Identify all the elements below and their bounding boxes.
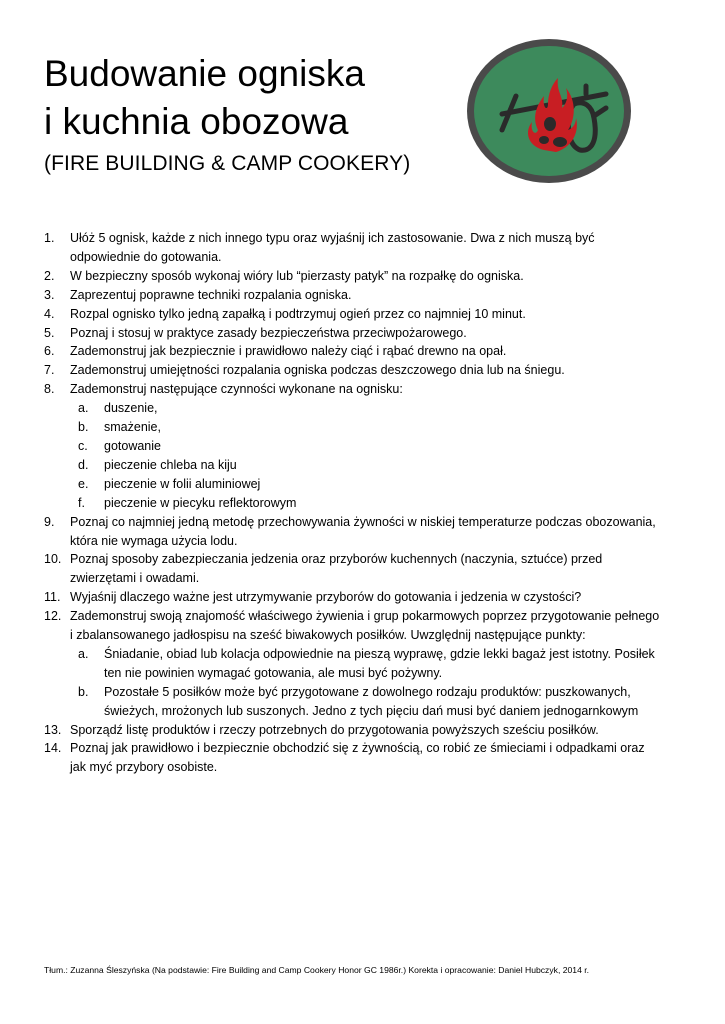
requirement-item	[0, 324, 725, 343]
sub-requirement-item	[70, 437, 661, 456]
requirement-text: Zademonstruj swoją znajomość właściwego żywienia i grup pokarmowych poprzez przygotowanie pełnego i zbalansowanego jadłospisu na sześć biwakowych posiłków. Uwzględnij następujące punkty:	[70, 609, 660, 643]
requirement-item	[0, 607, 725, 720]
sub-requirement-text: smażenie,	[104, 420, 161, 435]
requirement-text: Ułóż 5 ognisk, każde z nich innego typu oraz wyjaśnij ich zastosowanie. Dwa z nich muszą być odpowiednie do gotowania.	[70, 231, 595, 264]
sub-requirement-text: pieczenie chleba na kiju	[104, 457, 237, 472]
sub-requirement-item	[70, 645, 661, 683]
sub-requirement-letter: d.	[78, 457, 89, 472]
sub-requirement-text: Śniadanie, obiad lub kolacja odpowiednie na pieszą wyprawę, gdzie lekki bagaż jest istotny. Posiłek ten nie powinien wymagać gotowania, ale musi być pożywny.	[104, 646, 655, 680]
sub-requirement-letter: b.	[78, 420, 89, 435]
sub-requirement-letter: b.	[78, 684, 89, 699]
requirement-item	[0, 305, 725, 324]
sub-requirement-text: Pozostałe 5 posiłków może być przygotowane z dowolnego rodzaju produktów: puszkowanych, świeżych, mrożonych lub suszonych. Jedno z tych pięciu dań musi być daniem jednogarnkowym	[104, 684, 639, 718]
requirement-number: 6.	[44, 344, 55, 359]
requirement-item	[0, 721, 725, 740]
title-line-2: i kuchnia obozowa	[44, 101, 349, 142]
requirement-text: W bezpieczny sposób wykonaj wióry lub “pierzasty patyk” na rozpałkę do ogniska.	[70, 268, 524, 283]
requirement-item	[0, 361, 725, 380]
requirement-text: Zademonstruj umiejętności rozpalania ogniska podczas deszczowego dnia lub na śniegu.	[70, 363, 565, 378]
requirement-item	[0, 513, 725, 551]
sub-requirement-letter: e.	[78, 476, 89, 491]
fire-building-badge-icon	[466, 38, 632, 184]
sub-requirement-letter: a.	[78, 646, 89, 661]
requirement-text: Poznaj i stosuj w praktyce zasady bezpieczeństwa przeciwpożarowego.	[70, 325, 467, 340]
sub-requirement-item	[70, 399, 661, 418]
page-title	[44, 50, 444, 146]
sub-requirement-letter: c.	[78, 438, 88, 453]
requirement-number: 3.	[44, 287, 55, 302]
requirement-text: Poznaj jak prawidłowo i bezpiecznie obchodzić się z żywnością, co robić ze śmieciami i odpadkami oraz jak myć przybory osobiste.	[70, 741, 645, 775]
requirement-number: 14.	[44, 741, 62, 756]
footer-credits: Tłum.: Zuzanna Śleszyńska (Na podstawie: Fire Building and Camp Cookery Honor GC 1986r.) Korekta i opracowanie: Daniel Hubczyk, 2014 r.	[44, 965, 590, 975]
requirement-number: 10.	[44, 552, 62, 567]
requirement-number: 1.	[44, 231, 55, 245]
sub-requirement-text: gotowanie	[104, 438, 161, 453]
sub-requirement-letter: f.	[78, 495, 85, 510]
requirement-item	[0, 286, 725, 305]
requirement-number: 11.	[44, 590, 61, 605]
sub-requirement-text: pieczenie w folii aluminiowej	[104, 476, 261, 491]
requirement-number: 7.	[44, 363, 55, 378]
sub-requirement-item	[70, 683, 661, 721]
requirement-number: 8.	[44, 382, 55, 397]
requirement-number: 2.	[44, 268, 55, 283]
requirement-item	[0, 267, 725, 286]
requirement-text: Sporządź listę produktów i rzeczy potrzebnych do przygotowania powyższych sześciu posiłków.	[70, 722, 599, 737]
requirement-text: Poznaj co najmniej jedną metodę przechowywania żywności w niskiej temperaturze podczas obozowania, która nie wymaga użycia lodu.	[70, 514, 656, 548]
title-line-1: Budowanie ogniska	[44, 53, 365, 94]
requirement-item	[0, 342, 725, 361]
sub-requirement-item	[70, 456, 661, 475]
sub-requirement-letter: a.	[78, 401, 89, 416]
requirement-text: Rozpal ognisko tylko jedną zapałką i podtrzymuj ogień przez co najmniej 10 minut.	[70, 306, 526, 321]
requirement-text: Zademonstruj następujące czynności wykonane na ognisku:	[70, 382, 403, 397]
requirement-number: 12.	[44, 609, 62, 624]
requirement-number: 9.	[44, 514, 55, 529]
requirement-number: 4.	[44, 306, 55, 321]
requirement-text: Zademonstruj jak bezpiecznie i prawidłowo należy ciąć i rąbać drewno na opał.	[70, 344, 507, 359]
requirement-item	[0, 380, 725, 512]
requirement-text: Wyjaśnij dlaczego ważne jest utrzymywanie przyborów do gotowania i jedzenia w czystości?	[70, 590, 582, 605]
sub-requirement-item	[70, 418, 661, 437]
sub-requirement-list	[70, 399, 661, 512]
page-subtitle: (FIRE BUILDING & CAMP COOKERY)	[44, 152, 411, 175]
sub-requirement-text: pieczenie w piecyku reflektorowym	[104, 495, 297, 510]
sub-requirement-list	[70, 645, 661, 721]
requirement-text: Poznaj sposoby zabezpieczania jedzenia oraz przyborów kuchennych (naczynia, sztućce) przed zwierzętami i owadami.	[70, 552, 603, 586]
requirements-list	[0, 229, 725, 777]
sub-requirement-item	[70, 475, 661, 494]
requirement-number: 5.	[44, 325, 55, 340]
requirement-item	[0, 550, 725, 588]
requirement-text: Zaprezentuj poprawne techniki rozpalania ogniska.	[70, 287, 352, 302]
requirement-item	[0, 739, 725, 777]
requirement-item	[0, 588, 725, 607]
requirement-item	[0, 229, 725, 267]
requirement-number: 13.	[44, 722, 62, 737]
sub-requirement-item	[70, 494, 661, 513]
sub-requirement-text: duszenie,	[104, 401, 158, 416]
